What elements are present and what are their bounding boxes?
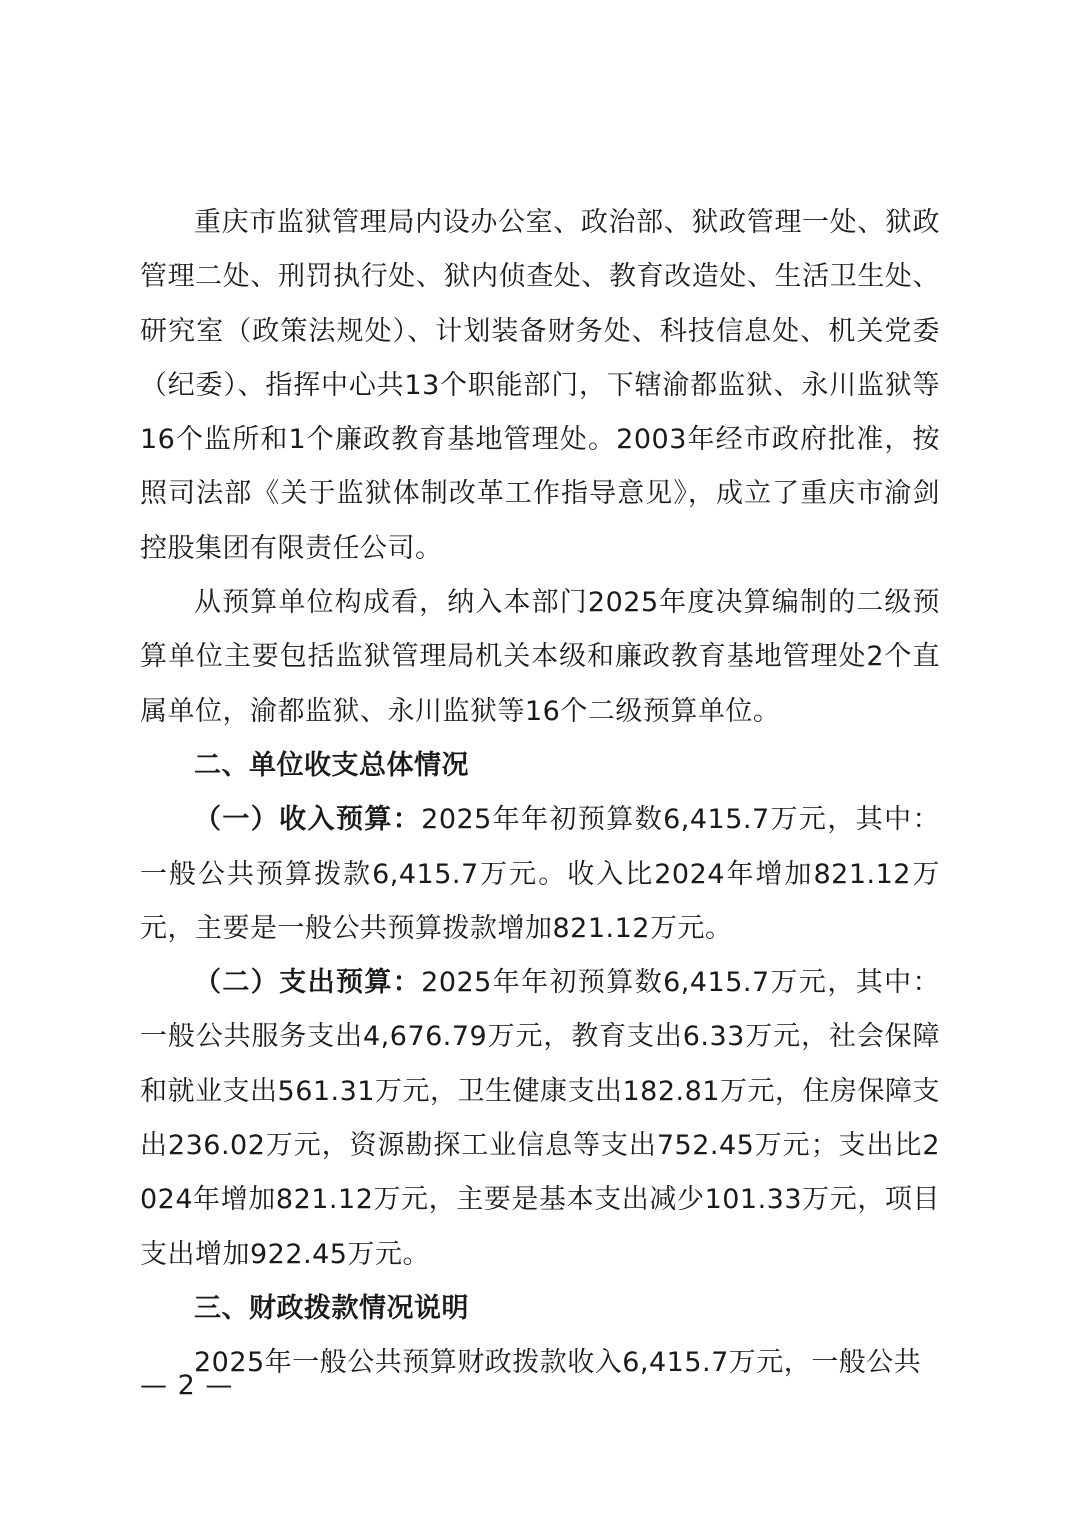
income-budget-label: （一）收入预算： [194, 804, 422, 836]
section-heading-fiscal-appropriation: 三、财政拨款情况说明 [194, 1292, 469, 1324]
paragraph-institutions: 重庆市监狱管理局内设办公室、政治部、狱政管理一处、狱政管理二处、刑罚执行处、狱内侦查处、教育改造处、生活卫生处、研究室（政策法规处）、计划装备财务处、科技信息处、机关党委（纪委）、指挥中心共13个职能部门，下辖渝都监狱、永川监狱等16个监所和1个廉政教育基地管理处。2003年经市政府批准，按照司法部《关于监狱体制改革工作指导意见》，成立了重庆市渝剑控股集团有限责任公司。 [140, 207, 940, 564]
expense-budget-text: 2025年年初预算数6,415.7万元，其中：一般公共服务支出4,676.79万元，教育支出6.33万元，社会保障和就业支出561.31万元，卫生健康支出182.81万元，住房保障支出236.02万元，资源勘探工业信息等支出752.45万元；支出比2024年增加821.12万元，主要是基本支出减少101.33万元，项目支出增加922.45万元。 [140, 967, 940, 1270]
document-body [140, 196, 940, 1391]
section-heading-income-expense: 二、单位收支总体情况 [194, 749, 469, 781]
paragraph-fiscal-appropriation: 2025年一般公共预算财政拨款收入6,415.7万元，一般公共 [194, 1347, 922, 1379]
expense-budget-label: （二）支出预算： [194, 967, 422, 999]
page-number: — 2 — [140, 1370, 234, 1401]
income-budget-text: 2025年年初预算数6,415.7万元，其中：一般公共预算拨款6,415.7万元。收入比2024年增加821.12万元，主要是一般公共预算拨款增加821.12万元。 [140, 804, 940, 944]
paragraph-expense-budget [140, 956, 940, 1282]
paragraph-income-budget [140, 793, 940, 956]
paragraph-budget-units: 从预算单位构成看，纳入本部门2025年度决算编制的二级预算单位主要包括监狱管理局机关本级和廉政教育基地管理处2个直属单位，渝都监狱、永川监狱等16个二级预算单位。 [140, 587, 940, 727]
